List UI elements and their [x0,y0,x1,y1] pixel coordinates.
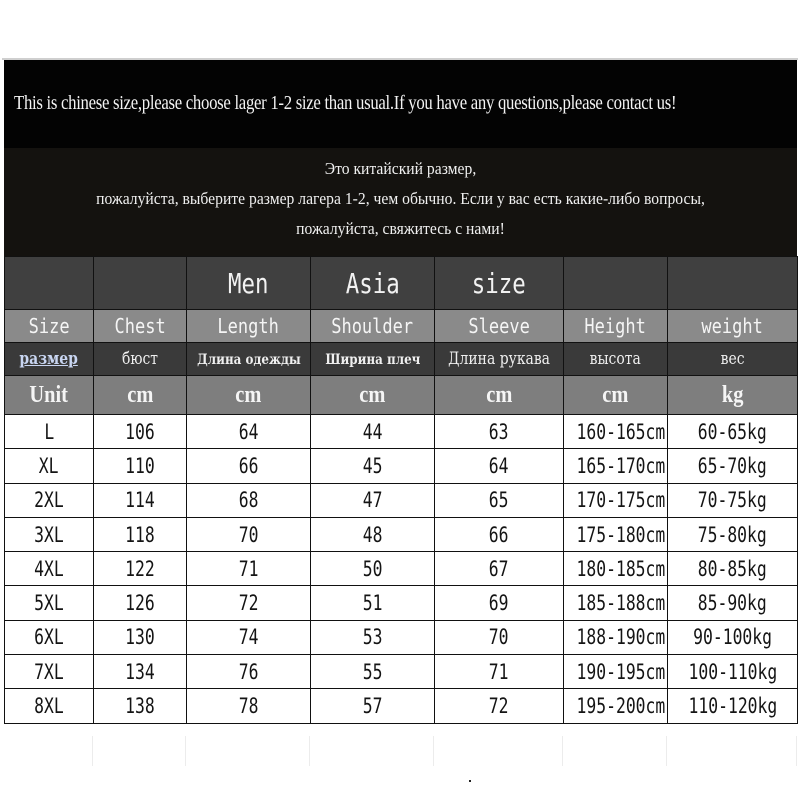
cell-chest: 134 [94,655,187,689]
cell-shoulder: 45 [311,449,435,483]
unit-label: Unit [5,376,94,415]
gridline [310,736,434,766]
cell-height: 190-195cm [564,655,668,689]
size-chart [4,60,797,724]
table-row [5,655,798,689]
cell-shoulder: 55 [311,655,435,689]
cell-chest: 130 [94,620,187,654]
cell-chest: 110 [94,449,187,483]
cell-weight: 100-110kg [668,655,798,689]
title-cell [94,257,187,310]
cell-length: 68 [187,483,311,517]
unit-shoulder: cm [311,376,435,415]
cell-sleeve: 71 [435,655,564,689]
cell-size: 8XL [5,689,94,723]
header-chest: Chest [94,310,187,343]
title-cell [668,257,798,310]
header-length: Length [187,310,311,343]
gridline [186,736,310,766]
cell-height: 170-175cm [564,483,668,517]
header-ru-sleeve: Длина рукава [435,343,564,376]
gridline [667,736,797,766]
cell-weight: 90-100kg [668,620,798,654]
unit-height: cm [564,376,668,415]
cell-length: 72 [187,586,311,620]
table-row [5,415,798,449]
cell-size: XL [5,449,94,483]
header-shoulder: Shoulder [311,310,435,343]
english-notice-banner [4,60,797,148]
cell-sleeve: 64 [435,449,564,483]
cell-height: 160-165cm [564,415,668,449]
title-row [5,257,798,310]
cell-chest: 114 [94,483,187,517]
cell-height: 185-188cm [564,586,668,620]
russian-notice-banner [4,148,797,256]
cell-weight: 65-70kg [668,449,798,483]
cell-weight: 110-120kg [668,689,798,723]
cell-weight: 85-90kg [668,586,798,620]
cell-chest: 118 [94,517,187,551]
cell-length: 71 [187,552,311,586]
unit-sleeve: cm [435,376,564,415]
header-ru-shoulder: Ширина плеч [311,343,435,376]
header-ru-size: размер [5,343,94,376]
cell-chest: 138 [94,689,187,723]
cell-size: 5XL [5,586,94,620]
cell-size: 3XL [5,517,94,551]
cell-height: 180-185cm [564,552,668,586]
cell-sleeve: 67 [435,552,564,586]
unit-length: cm [187,376,311,415]
header-height: Height [564,310,668,343]
cell-length: 78 [187,689,311,723]
russian-notice-line-2: пожалуйста, выберите размер лагера 1-2, чем обычно. Если у вас есть какие-либо вопросы, [96,189,705,208]
title-cell-men: Men [187,257,311,310]
title-cell-size: size [435,257,564,310]
cell-height: 195-200cm [564,689,668,723]
cell-length: 74 [187,620,311,654]
header-sleeve: Sleeve [435,310,564,343]
cell-sleeve: 72 [435,689,564,723]
cell-shoulder: 48 [311,517,435,551]
title-cell [564,257,668,310]
cell-weight: 75-80kg [668,517,798,551]
cell-height: 175-180cm [564,517,668,551]
cell-shoulder: 53 [311,620,435,654]
cell-height: 165-170cm [564,449,668,483]
cell-chest: 126 [94,586,187,620]
cell-shoulder: 44 [311,415,435,449]
cell-shoulder: 47 [311,483,435,517]
cell-size: L [5,415,94,449]
empty-sheet-gridlines [4,736,797,766]
table-row [5,689,798,723]
header-weight: weight [668,310,798,343]
cell-weight: 70-75kg [668,483,798,517]
cell-size: 4XL [5,552,94,586]
cell-shoulder: 50 [311,552,435,586]
cell-height: 188-190cm [564,620,668,654]
cell-shoulder: 51 [311,586,435,620]
header-ru-chest: бюст [94,343,187,376]
header-ru-weight: вес [668,343,798,376]
header-size: Size [5,310,94,343]
table-row [5,552,798,586]
title-cell [5,257,94,310]
cell-length: 70 [187,517,311,551]
unit-row [5,376,798,415]
cell-size: 6XL [5,620,94,654]
header-ru-length: Длина одежды [187,343,311,376]
cell-sleeve: 65 [435,483,564,517]
stray-dot [469,780,471,782]
cell-sleeve: 70 [435,620,564,654]
cell-length: 76 [187,655,311,689]
table-row [5,449,798,483]
title-cell-asia: Asia [311,257,435,310]
header-row-english [5,310,798,343]
unit-chest: cm [94,376,187,415]
cell-chest: 122 [94,552,187,586]
header-ru-height: высота [564,343,668,376]
cell-length: 64 [187,415,311,449]
table-row [5,517,798,551]
cell-sleeve: 66 [435,517,564,551]
size-table [4,256,798,724]
cell-chest: 106 [94,415,187,449]
cell-sleeve: 63 [435,415,564,449]
gridline [93,736,186,766]
russian-notice-line-1: Это китайский размер, [324,159,477,178]
russian-notice-line-3: пожалуйста, свяжитесь с нами! [296,219,505,238]
cell-size: 7XL [5,655,94,689]
cell-sleeve: 69 [435,586,564,620]
cell-length: 66 [187,449,311,483]
table-row [5,620,798,654]
cell-weight: 60-65kg [668,415,798,449]
english-notice-text: This is chinese size,please choose lager 1-2 size than usual.If you have any questions,please contact us! [14,93,677,114]
gridline [434,736,563,766]
cell-weight: 80-85kg [668,552,798,586]
header-row-russian [5,343,798,376]
table-row [5,483,798,517]
cell-size: 2XL [5,483,94,517]
gridline [4,736,93,766]
table-row [5,586,798,620]
gridline [563,736,667,766]
cell-shoulder: 57 [311,689,435,723]
unit-weight: kg [668,376,798,415]
